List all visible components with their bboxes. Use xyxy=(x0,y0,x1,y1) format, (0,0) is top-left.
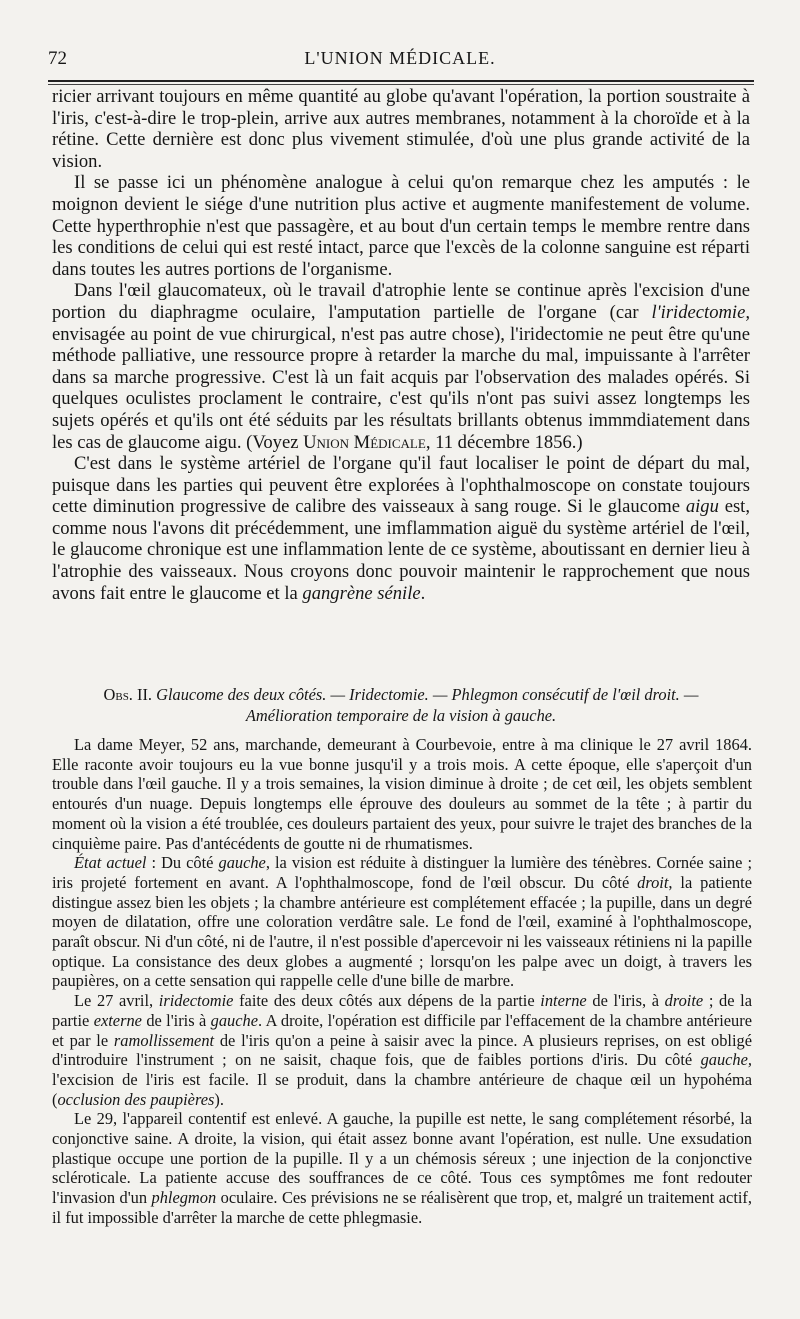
observation-label: Obs. II. xyxy=(103,685,153,704)
paragraph-amputes: Il se passe ici un phénomène analogue à celui qu'on remarque chez les amputés : le moignon devient le siége d'une nutrition plus active et augmente manifestement de volume. Cette hyperthrophie n'est que passagère, et au bout d'un certain temps le membre rentre dans les conditions de celui qui est resté intact, parce que l'excès de la colonne sanguine est réparti dans toutes les autres portions de l'organisme. xyxy=(52,172,750,280)
paragraph-patient: La dame Meyer, 52 ans, marchande, demeurant à Courbevoie, entre à ma clinique le 27 avril 1864. Elle raconte avoir toujours eu la vue bonne jusqu'il y a trois mois. A cette époque, elle s'aperçoit d'un trouble dans l'œil gauche. Il y a trois semaines, la vision diminue à droite ; de cet œil, les objets semblent entourés d'un nuage. Depuis longtemps elle éprouve des douleurs au sommet de la tête ; à partir du moment où la vision a été troublée, ces douleurs partaient des yeux, pour suivre le trajet des branches de la cinquième paire. Pas d'antécédents de goutte ni de rhumatismes. xyxy=(52,735,752,853)
page-header xyxy=(48,46,752,74)
paragraph-27-avril: Le 27 avril, iridectomie faite des deux côtés aux dépens de la partie interne de l'iris, à droite ; de la partie externe de l'iris à gauche. A droite, l'opération est difficile par l'effacement de la chambre antérieure et par le ramollissement de l'iris qu'on a peine à saisir avec la pince. A plusieurs reprises, on est obligé d'introduire l'instrument ; on ne saisit, chaque fois, que de faibles portions d'iris. Du côté gauche, l'excision de l'iris est facile. Il se produit, dans la chambre antérieure de chaque œil un hypohéma (occlusion des paupières). xyxy=(52,991,753,1109)
emphasis-iridectomie: l'iridectomie, xyxy=(651,301,750,323)
paragraph-29: Le 29, l'appareil contentif est enlevé. A gauche, la pupille est nette, le sang complétement résorbé, la conjonctive saine. A droite, la vision, qui était assez bonne avant l'opération, est nulle. Une exsudation plastique occupe une portion de la pupille. Il y a un chémosis séreux ; une injection de la conjonctive scléroticale. La patiente accuse des souffrances de ce côté. Tous ces symptômes me font redouter l'invasion d'un phlegmon oculaire. Ces prévisions ne se réalisèrent que trop, et, malgré un traitement actif, il fut impossible d'arrêter la marche de cette phlegmasie. xyxy=(52,1109,752,1227)
paragraph-etat-actuel: État actuel : Du côté gauche, la vision est réduite à distinguer la lumière des ténèbres. Cornée saine ; iris projeté fortement en avant. A l'ophthalmoscope, fond de l'œil obscur. Du côté droit, la patiente distingue assez bien les objets ; la chambre antérieure est complétement effacée ; la pupille, dans un degré moyen de dilatation, offre une coloration verdâtre sale. Le fond de l'œil, examiné à l'ophthalmoscope, paraît obscur. Ni d'un côté, ni de l'autre, il n'est possible d'apercevoir ni les vaisseaux rétiniens ni la papille optique. La consistance des deux globes a augmenté ; lorsqu'on les palpe avec un doigt, à travers les paupières, on a cette sensation qui rappelle celle d'une bille de marbre. xyxy=(52,853,753,991)
paragraph-continuation: ricier arrivant toujours en même quantité au globe qu'avant l'opération, la portion soustraite à l'iris, c'est-à-dire le trop-plein, arrive aux autres membranes, notamment à la choroïde et à la rétine. Cette dernière est donc plus vivement stimulée, d'où une plus grande activité de la vision. xyxy=(52,86,750,172)
paragraph-glaucomateux: Dans l'œil glaucomateux, où le travail d'atrophie lente se continue après l'excision d'une portion du diaphragme oculaire, l'amputation partielle de l'organe (car l'iridectomie, envisagée au point de vue chirurgical, n'est pas autre chose), l'iridectomie ne peut être qu'une méthode palliative, une ressource propre à retarder la marche du mal, impuissante à l'arrêter dans sa marche progressive. C'est là un fait acquis par l'observation des malades opérés. Si quelques oculistes proclament le contraire, c'est qu'ils n'ont pas suivi assez longtemps les sujets opérés et qu'ils ont été séduits par les résultats brillants obtenus immmdiatement dans les cas de glaucome aigu. (Voyez Union Médicale, 11 décembre 1856.) xyxy=(52,280,750,453)
observation-title-line2: Amélioration temporaire de la vision à gauche. xyxy=(245,706,557,725)
page-number: 72 xyxy=(48,48,67,69)
emphasis-gangrene: gangrène sénile xyxy=(302,582,421,604)
observation-heading xyxy=(52,684,750,726)
header-rule xyxy=(48,80,754,85)
paragraph-systeme-arteriel: C'est dans le système artériel de l'organe qu'il faut localiser le point de départ du mal, puisque dans les parties qui peuvent être explorées à l'ophthalmoscope on constate toujours cette diminution progressive de calibre des vaisseaux à sang rouge. Si le glaucome aigu est, comme nous l'avons dit précédemment, une imflammation aiguë du système artériel de l'œil, le glaucome chronique est une inflammation lente de ce système, aboutissant en dernier lieu à l'atrophie des vaisseaux. Nous croyons donc pouvoir maintenir le rapprochement que nous avons fait entre le glaucome et la gangrène sénile. xyxy=(52,453,750,604)
observation-title-line1: Glaucome des deux côtés. — Iridectomie. — Phlegmon consécutif de l'œil droit. — xyxy=(156,685,699,704)
main-text xyxy=(52,86,750,604)
running-title: L'UNION MÉDICALE. xyxy=(304,48,496,68)
journal-reference: Union Médicale xyxy=(303,431,426,453)
observation-text xyxy=(52,735,752,1228)
